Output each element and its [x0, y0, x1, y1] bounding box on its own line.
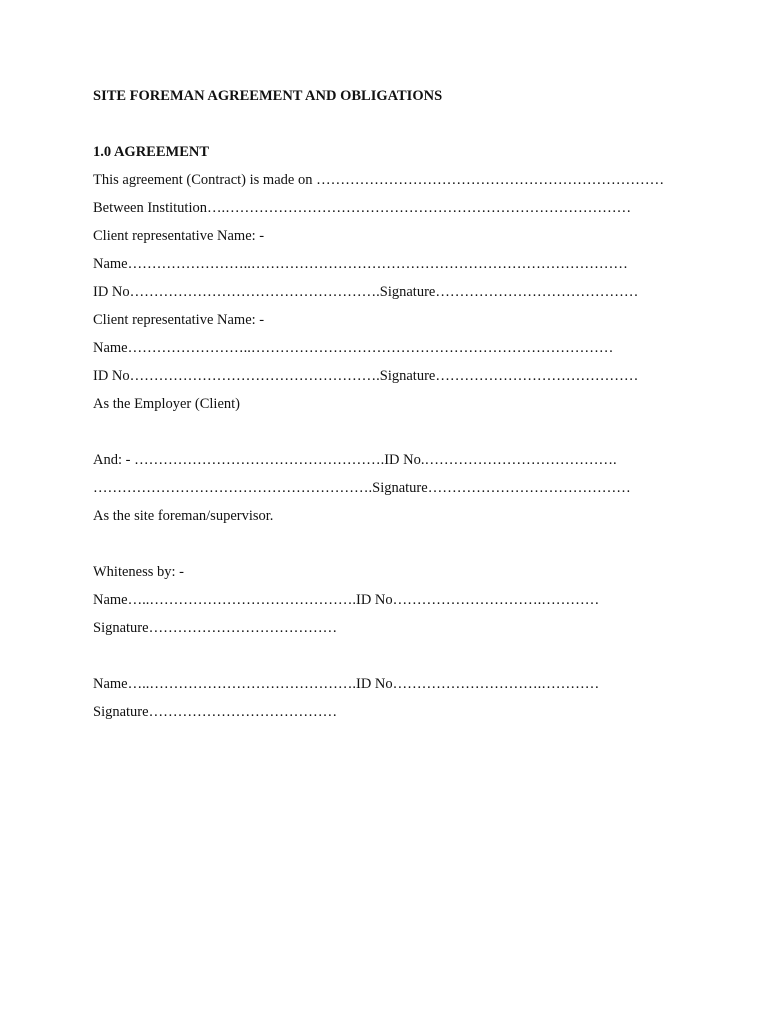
- spacer: [93, 534, 693, 562]
- employer-label: As the Employer (Client): [93, 396, 240, 412]
- witness-2-signature-line: Signature…………………………………: [93, 704, 338, 720]
- spacer: [93, 646, 693, 674]
- spacer: [93, 422, 693, 450]
- foreman-signature-line: ………………………………………………….Signature……………………………………: [93, 480, 631, 496]
- witness-1-signature-line: Signature…………………………………: [93, 620, 338, 636]
- client-rep-1-name-line: Name……………………..……………………………………………………………………: [93, 256, 628, 272]
- witness-heading: Whiteness by: -: [93, 564, 185, 580]
- document-body: [93, 86, 693, 730]
- client-rep-2-name-line: Name……………………..…………………………………………………………………: [93, 340, 614, 356]
- between-institution-line: Between Institution….…………………………………………………………………………: [93, 200, 632, 216]
- client-rep-1-heading: Client representative Name: -: [93, 228, 265, 244]
- client-rep-1-id-signature-line: ID No…………………………………………….Signature……………………………………: [93, 284, 639, 300]
- agreement-date-line: This agreement (Contract) is made on ………………………………………………………………: [93, 172, 665, 188]
- foreman-label: As the site foreman/supervisor.: [93, 508, 274, 524]
- document-title: SITE FOREMAN AGREEMENT AND OBLIGATIONS: [93, 88, 443, 104]
- witness-1-name-id-line: Name…..…………………………………….ID No………………………….…………: [93, 592, 600, 608]
- foreman-and-line: And: - …………………………………………….ID No.………………………………….: [93, 452, 617, 468]
- client-rep-2-id-signature-line: ID No…………………………………………….Signature……………………………………: [93, 368, 639, 384]
- client-rep-2-heading: Client representative Name: -: [93, 312, 265, 328]
- section-heading: 1.0 AGREEMENT: [93, 144, 210, 160]
- spacer: [93, 114, 693, 142]
- witness-2-name-id-line: Name…..…………………………………….ID No………………………….…………: [93, 676, 600, 692]
